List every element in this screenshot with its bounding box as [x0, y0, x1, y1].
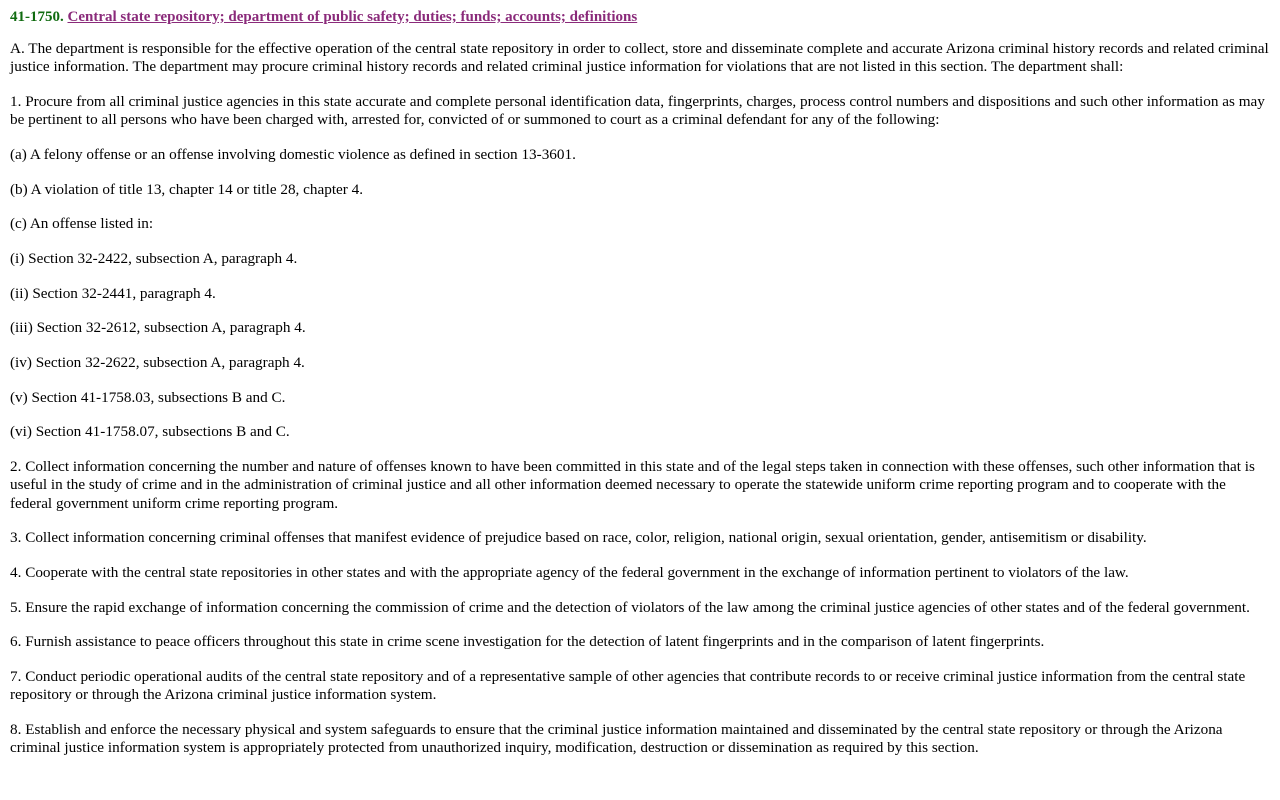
statute-paragraph: (b) A violation of title 13, chapter 14 or title 28, chapter 4. [10, 180, 364, 198]
statute-paragraph: (a) A felony offense or an offense involving domestic violence as defined in section 13-3601. [10, 145, 576, 163]
statute-paragraph: (i) Section 32-2422, subsection A, paragraph 4. [10, 249, 298, 267]
statute-paragraph: 4. Cooperate with the central state repositories in other states and with the appropriate agency of the federal government in the exchange of information pertinent to violators of the law. [10, 563, 1129, 581]
statute-body [10, 40, 1270, 757]
statute-paragraph: (iii) Section 32-2612, subsection A, paragraph 4. [10, 319, 306, 337]
statute-paragraph: 7. Conduct periodic operational audits of the central state repository and of a representative sample of other agencies that contribute records to or receive criminal justice information from the central state repository or through the Arizona criminal justice information system. [10, 668, 1246, 704]
statute-paragraph: (ii) Section 32-2441, paragraph 4. [10, 284, 216, 302]
statute-paragraph: (c) An offense listed in: [10, 215, 154, 233]
section-number: 41-1750. [10, 9, 64, 25]
page-title [10, 8, 1270, 26]
statute-paragraph: A. The department is responsible for the effective operation of the central state repository in order to collect, store and disseminate complete and accurate Arizona criminal history records and related criminal justice information. The department may procure criminal history records and related criminal justice information for violations that are not listed in this section. The department shall: [10, 40, 1269, 76]
statute-paragraph: 3. Collect information concerning criminal offenses that manifest evidence of prejudice based on race, color, religion, national origin, sexual orientation, gender, antisemitism or disability. [10, 529, 1147, 547]
statute-paragraph: 2. Collect information concerning the number and nature of offenses known to have been committed in this state and of the legal steps taken in connection with these offenses, such other information that is useful in the study of crime and in the administration of criminal justice and all other information deemed necessary to operate the statewide uniform crime reporting program and to cooperate with the federal government uniform crime reporting program. [10, 458, 1255, 512]
statute-paragraph: (v) Section 41-1758.03, subsections B and C. [10, 388, 286, 406]
section-title-link[interactable]: Central state repository; department of public safety; duties; funds; accounts; definitions [67, 9, 638, 25]
statute-paragraph: 1. Procure from all criminal justice agencies in this state accurate and complete personal identification data, fingerprints, charges, process control numbers and dispositions and such other information as may be pertinent to all persons who have been charged with, arrested for, convicted of or summoned to court as a criminal defendant for any of the following: [10, 92, 1265, 129]
statute-paragraph: 8. Establish and enforce the necessary physical and system safeguards to ensure that the criminal justice information maintained and disseminated by the central state repository or through the Arizona criminal justice information system is appropriately protected from unauthorized inquiry, modification, destruction or dissemination as required by this section. [10, 720, 1223, 757]
statute-paragraph: 6. Furnish assistance to peace officers throughout this state in crime scene investigation for the detection of latent fingerprints and in the comparison of latent fingerprints. [10, 633, 1045, 651]
statute-paragraph: 5. Ensure the rapid exchange of information concerning the commission of crime and the detection of violators of the law among the criminal justice agencies of other states and of the federal government. [10, 598, 1250, 616]
statute-paragraph: (iv) Section 32-2622, subsection A, paragraph 4. [10, 354, 305, 372]
statute-paragraph: (vi) Section 41-1758.07, subsections B and C. [10, 423, 290, 441]
